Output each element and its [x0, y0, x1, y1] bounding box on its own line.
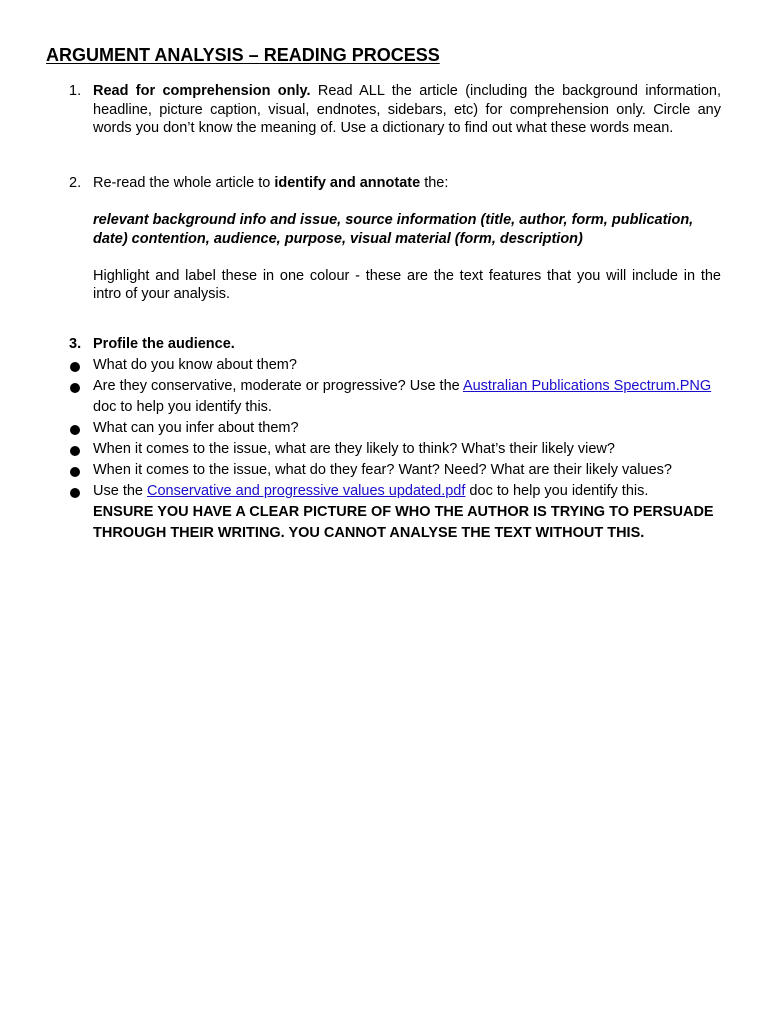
- list-item: [47, 355, 721, 376]
- list-item: [47, 460, 721, 481]
- step-2: [46, 174, 721, 304]
- step-1-paragraph: [93, 82, 721, 138]
- step-3-number: 3.: [69, 336, 82, 352]
- bullet-icon: [70, 425, 80, 435]
- bullet-icon: [70, 467, 80, 477]
- bullet-icon: [70, 446, 80, 456]
- step-2-content: [93, 174, 721, 304]
- step-2-number: 2.: [69, 175, 82, 191]
- list-item: [47, 439, 721, 460]
- list-item: [47, 376, 721, 418]
- bullet-icon: [70, 488, 80, 498]
- page-title: ARGUMENT ANALYSIS – READING PROCESS: [46, 45, 440, 65]
- step-1: [46, 82, 721, 138]
- audience-bullet-list: [47, 355, 721, 502]
- ensure-statement: ENSURE YOU HAVE A CLEAR PICTURE OF WHO THE AUTHOR IS TRYING TO PERSUADE THROUGH THEIR WRITING. YOU CANNOT ANALYSE THE TEXT WITHOUT THIS.: [93, 503, 714, 541]
- bullet-text: What can you infer about them?: [93, 419, 299, 436]
- step-3-heading: Profile the audience.: [93, 336, 235, 352]
- bullet-text: What do you know about them?: [93, 356, 297, 373]
- step-1-text: Read ALL the article (including the background information, headline, picture caption, visual, endnotes, sidebars, etc) for comprehension only. Circle any words you don’t know the meaning of. Use a dictionary to find out what these words mean.: [93, 83, 721, 136]
- bullet-text: Use the: [93, 482, 147, 499]
- bullet-text: When it comes to the issue, what are they likely to think? What’s their likely view?: [93, 440, 615, 457]
- bullet-text: doc to help you identify this.: [93, 398, 272, 415]
- bullet-text: Are they conservative, moderate or progressive? Use the: [93, 377, 463, 394]
- conservative-progressive-values-link[interactable]: Conservative and progressive values updated.pdf: [147, 482, 466, 499]
- australian-publications-spectrum-link[interactable]: Australian Publications Spectrum.PNG: [462, 377, 712, 394]
- list-item: [47, 481, 721, 502]
- bullet-text: When it comes to the issue, what do they fear? Want? Need? What are their likely values?: [93, 461, 672, 478]
- spacer: [93, 193, 721, 212]
- step-2-intro: [93, 174, 721, 193]
- step-2-feature-list: relevant background info and issue, source information (title, author, form, publication, date) contention, audience, purpose, visual material (form, description): [93, 212, 694, 247]
- step-1-number: 1.: [69, 83, 82, 99]
- step-2-text-before: Re-read the whole article to: [93, 175, 275, 191]
- list-item: [47, 418, 721, 439]
- spacer: [93, 248, 721, 267]
- bullet-text: doc to help you identify this.: [465, 482, 649, 499]
- bullet-icon: [70, 383, 80, 393]
- step-2-text-after: the:: [420, 175, 449, 191]
- step-3: [46, 335, 721, 544]
- bullet-icon: [70, 362, 80, 372]
- step-2-highlight-instruction: Highlight and label these in one colour - these are the text features that you will include in the intro of your analysis.: [93, 267, 721, 302]
- step-1-content: [93, 82, 721, 138]
- step-1-bold-lead: Read for comprehension only.: [93, 83, 311, 99]
- step-2-bold-text: identify and annotate: [274, 175, 421, 191]
- step-3-content: [93, 335, 721, 544]
